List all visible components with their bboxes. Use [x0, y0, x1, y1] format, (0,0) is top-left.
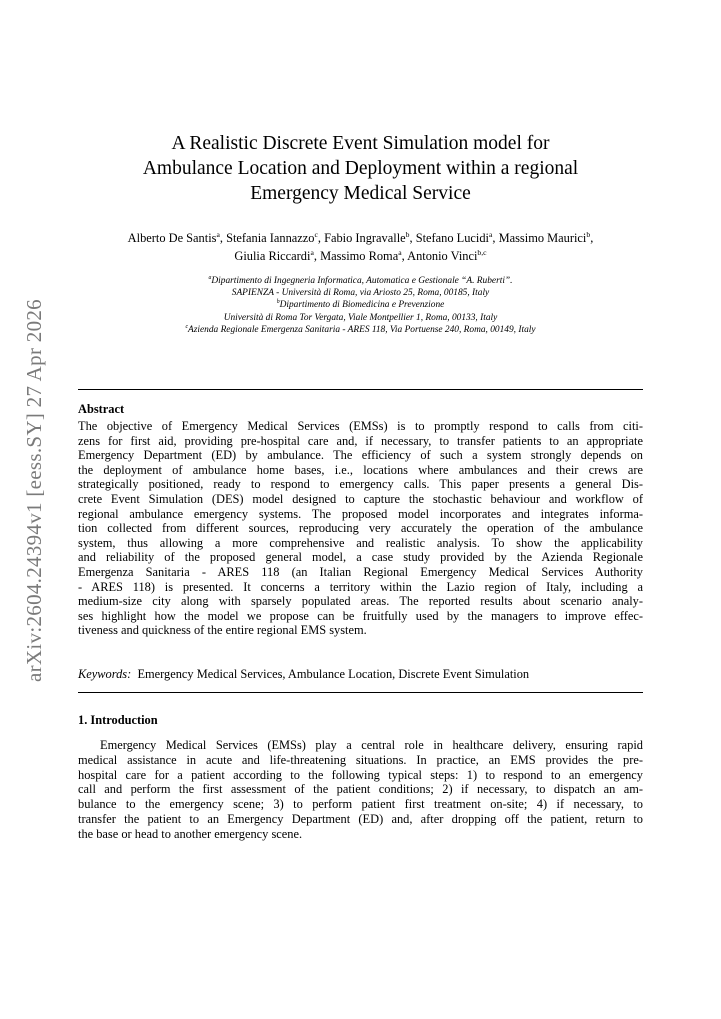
abstract-line: regional ambulance emergency systems. The proposed model incorporates and integrates informa-	[78, 506, 643, 521]
intro-line: transfer the patient to an Emergency Department (ED) and, after dropping off the patient, return to	[78, 811, 643, 826]
abstract-line: - ARES 118) is presented. It concerns a territory within the Lazio region of Italy, including a	[78, 579, 643, 594]
abstract-line: and reliability of the proposed general model, a case study provided by the Azienda Regionale	[78, 550, 643, 565]
abstract-line: crete Event Simulation (DES) model designed to capture the stochastic behaviour and workflow of	[78, 491, 643, 506]
keywords	[78, 667, 643, 682]
intro-line: Emergency Medical Services (EMSs) play a central role in healthcare delivery, ensuring rapid	[100, 738, 643, 752]
author-name: Massimo Maurici	[498, 231, 587, 245]
affiliation-line: Università di Roma Tor Vergata, Viale Montpellier 1, Roma, 00133, Italy	[223, 312, 498, 323]
title-line: Emergency Medical Service	[250, 183, 471, 204]
author-affiliation-mark: a	[310, 247, 314, 257]
abstract-line: Emergency Department (ED) by ambulance. The efficiency of such a system strongly depends on	[78, 448, 643, 463]
author-name: Stefania Iannazzo	[226, 231, 315, 245]
affiliation-line: $^a$Dipartimento di Ingegneria Informatica, Automatica e Gestionale “A. Ruberti”.	[208, 274, 513, 286]
keywords-text: Emergency Medical Services, Ambulance Location, Discrete Event Simulation	[137, 667, 530, 681]
abstract-bottom-rule	[78, 692, 643, 693]
author-affiliation-mark: b,c	[477, 247, 487, 257]
arxiv-identifier: arXiv:2604.24394v1 [eess.SY] 27 Apr 2026	[21, 298, 46, 682]
author-affiliation-mark: a	[216, 229, 220, 239]
author-affiliation-mark: c	[314, 229, 318, 239]
author-affiliation-mark: a	[398, 247, 402, 257]
author-name: Fabio Ingravalle	[324, 231, 406, 245]
abstract-top-rule	[78, 389, 643, 390]
author-name: Stefano Lucidi	[415, 231, 489, 245]
abstract-line: tion collected from different sources, reproducing very accurately the operation of the ambulance	[78, 521, 643, 536]
author-affiliation-mark: b	[405, 229, 410, 239]
author-affiliation-mark: b	[586, 229, 591, 239]
abstract-line: Emergenza Sanitaria - ARES 118 (an Italian Regional Emergency Medical Services Authority	[78, 564, 643, 579]
author-affiliation-mark: a	[488, 229, 493, 239]
introduction-paragraph	[78, 738, 643, 842]
abstract-line: zens for first aid, providing pre-hospital care and, if necessary, to transfer patients to an appropriate	[78, 433, 643, 448]
arxiv-side-stamp	[16, 290, 52, 690]
intro-line: call and perform the first assessment of the patient conditions; 2) if necessary, to dispatch an am-	[78, 782, 643, 797]
title-line: Ambulance Location and Deployment within a regional	[142, 158, 579, 179]
abstract-line: system, thus allowing a more comprehensive and realistic analysis. To show the applicability	[78, 535, 643, 550]
abstract-line: medium-size city along with sparsely populated areas. The reported results about scenario analy-	[78, 594, 643, 609]
intro-line: the base or head to another emergency scene.	[78, 826, 303, 841]
title-line: A Realistic Discrete Event Simulation model for	[171, 133, 550, 154]
keywords-label: Keywords:	[78, 667, 132, 681]
abstract-body	[78, 419, 643, 638]
author-name: Alberto De Santis	[127, 231, 217, 245]
intro-line: medical assistance in acute and life-threatening situations. In practice, an EMS provides the pre-	[78, 752, 643, 767]
affiliation-block	[78, 275, 643, 336]
author-name: Antonio Vinci	[407, 249, 478, 263]
intro-line: bulance to the emergency scene; 3) to perform patient first treatment on-site; 4) if necessary, to	[78, 797, 643, 812]
affiliation-line: $^b$Dipartimento di Biomedicina e Prevenzione	[276, 299, 445, 311]
abstract-line: tiveness and quickness of the entire regional EMS system.	[78, 623, 367, 638]
abstract-line: ses highlight how the model we propose can be fruitfully used by the managers to improve effec-	[78, 608, 643, 623]
section-heading: 1. Introduction	[78, 713, 158, 727]
abstract-heading: Abstract	[78, 402, 125, 416]
affiliation-line: $^c$Azienda Regionale Emergenza Sanitaria - ARES 118, Via Portuense 240, Roma, 00149, Italy	[185, 323, 536, 335]
author-list: Alberto De Santis$^a$, Stefania Iannazzo$^c$, Fabio Ingravalle$^b$, Stefano Lucidi$^a$, Massimo Maurici$^b$, Giulia Riccardi$^a$, Massimo Roma$^a$, Antonio Vinci$^{b,c}$	[127, 229, 594, 263]
paper-title	[78, 131, 643, 206]
author-name: Massimo Roma	[320, 249, 399, 263]
intro-line: hospital care for a patient according to the following typical steps: 1) to respond to an emergency	[78, 767, 643, 782]
affiliation-line: SAPIENZA - Università di Roma, via Ariosto 25, Roma, 00185, Italy	[231, 288, 490, 299]
author-name: Giulia Riccardi	[234, 249, 311, 263]
abstract-line: the deployment of ambulance home bases, i.e., locations where ambulances and their crews are	[78, 462, 643, 477]
abstract-line: The objective of Emergency Medical Services (EMSs) is to promptly respond to calls from citi-	[78, 419, 643, 433]
abstract-line: strategically positioned, ready to respond to emergency calls. This paper presents a general Dis-	[78, 477, 643, 492]
